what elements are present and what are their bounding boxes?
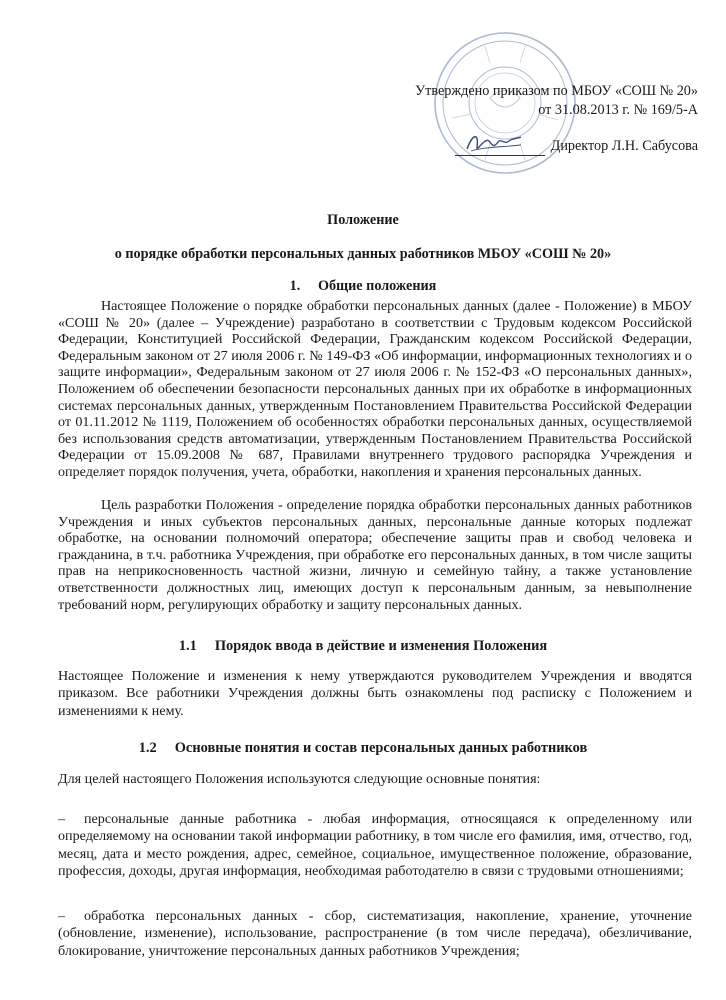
approval-block (378, 82, 698, 156)
paragraph-2-text: Цель разработки Положения - определение порядка обработки персональных данных работников Учреждения и иных субъектов персональных данных, персональные данные которых подлежат обработке, на основании полномочий оператора; обеспечение защиты прав и свобод человека и гражданина, в т.ч. работника Учреждения, при обработке его персональных данных, в том числе защиты прав на неприкосновенность частной жизни, личную и семейную тайну, а также установление ответственности должностных лиц, имеющих доступ к персональным данным, за невыполнение требований норм, регулирующих обработку и защиту персональных данных. (58, 497, 692, 613)
section-1-1-title: Порядок ввода в действие и изменения Положения (214, 638, 548, 654)
paragraph-1-text: Настоящее Положение о порядке обработки персональных данных (далее - Положение) в МБОУ «СОШ № 20» (далее – Учреждение) разработано в соответствии с Трудовым кодексом Российской Федерации, Конституцией Российской Федерации, Гражданским кодексом Российской Федерации, Федеральным законом от 27 июля 2006 г. № 149-ФЗ «Об информации, информационных технологиях и о защите информации», Федеральным законом от 27 июля 2006 г. № 152-ФЗ «О персональных данных», Положением об обеспечении безопасности персональных данных при их обработке в информационных системах персональных данных, утвержденным Постановлением Правительства Российской Федерации от 01.11.2012 № 1119, Положением об особенностях обработки персональных данных, осуществляемой без использования средств автоматизации, утвержденным Постановлением Правительства Российской Федерации от 15.09.2008 № 687, Правилами внутреннего трудового распорядка Учреждения и определяет порядок получения, учета, обработки, накопления и хранения персональных данных. (58, 298, 692, 480)
section-1-title: Общие положения (318, 278, 437, 294)
list-item (58, 908, 692, 960)
section-1-1-number: 1.1 (178, 638, 197, 654)
handwritten-signature-icon (463, 127, 525, 157)
list-item-text: обработка персональных данных - сбор, систематизация, накопление, хранение, уточнение (обновление, изменение), использование, распространение (в том числе передача), обезличивание, блокирование, уничтожение персональных данных работников Учреждения; (58, 908, 692, 959)
document-subtitle: о порядке обработки персональных данных работников МБОУ «СОШ № 20» (114, 246, 612, 262)
list-marker: – (58, 908, 66, 924)
paragraph-3-text: Настоящее Положение и изменения к нему утверждаются руководителем Учреждения и вводятся приказом. Все работники Учреждения должны быть ознакомлены под расписку с Положением и изменениями к нему. (58, 668, 692, 719)
section-1-2-heading (0, 740, 726, 757)
paragraph-purpose (58, 497, 692, 613)
section-1-1-heading (0, 638, 726, 655)
list-item (58, 811, 692, 881)
approval-date-line: от 31.08.2013 г. № 169/5-А (538, 102, 698, 118)
list-marker: – (58, 811, 66, 827)
signature-line (455, 137, 545, 156)
document-title: Положение (327, 212, 399, 228)
section-1-heading (0, 278, 726, 295)
section-1-number: 1. (289, 278, 301, 294)
paragraph-legal-basis (58, 298, 692, 481)
paragraph-4-text: Для целей настоящего Положения используются следующие основные понятия: (58, 771, 541, 787)
approval-order-line: Утверждено приказом по МБОУ «СОШ № 20» (415, 83, 698, 99)
paragraph-enactment (58, 668, 692, 720)
list-item-text: персональные данные работника - любая информация, относящаяся к определенному или определяемому на основании такой информации работнику, в том числе его фамилия, имя, отчество, год, месяц, дата и место рождения, адрес, семейное, социальное, имущественное положение, образование, профессия, доходы, другая информация, необходимая работодателю в связи с трудовыми отношениями; (58, 811, 692, 880)
section-1-2-number: 1.2 (138, 740, 157, 756)
director-name: Директор Л.Н. Сабусова (550, 138, 698, 154)
paragraph-definitions-intro (58, 771, 692, 788)
section-1-2-title: Основные понятия и состав персональных данных работников (174, 740, 588, 756)
